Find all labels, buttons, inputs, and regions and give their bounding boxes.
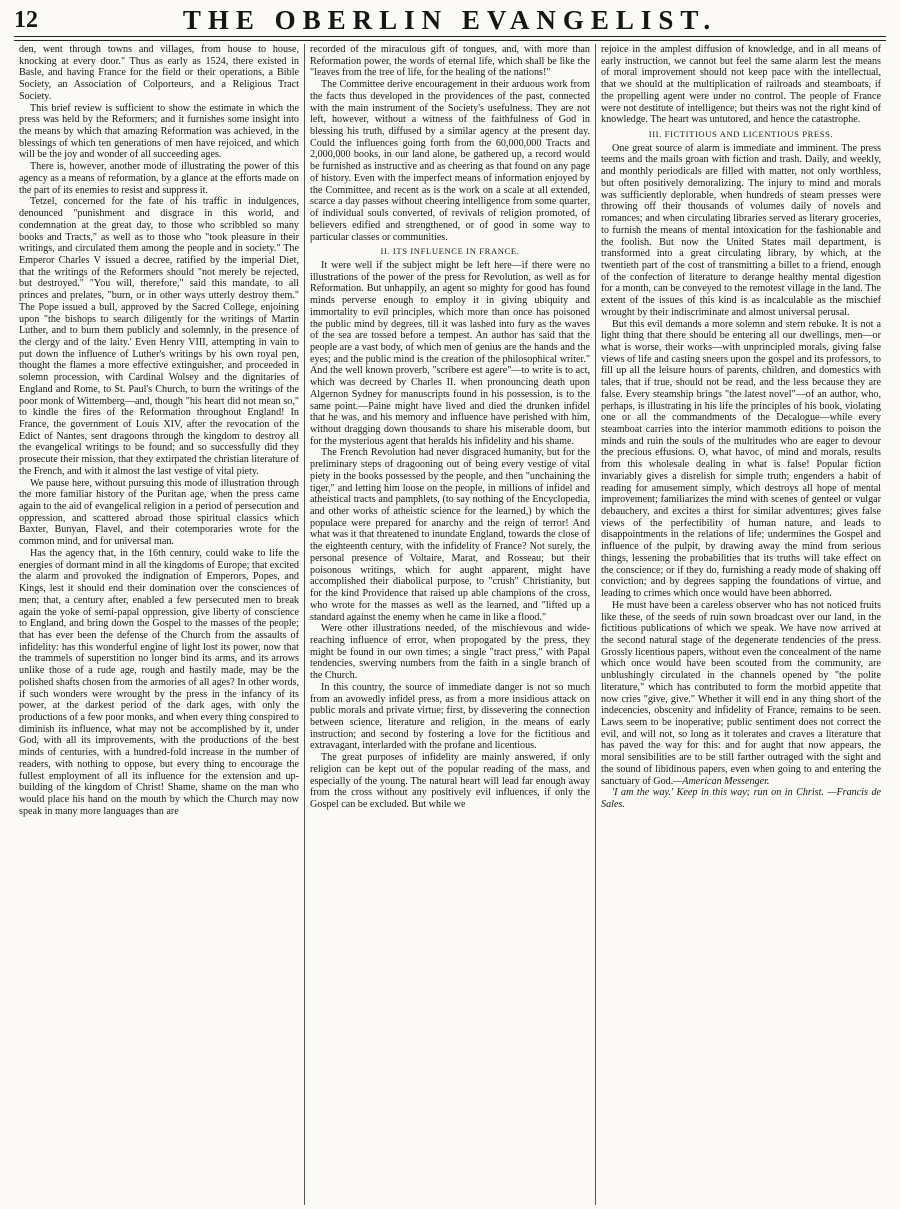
paragraph: It were well if the subject might be left here—if there were no illustrations of the power of the press for Revolution, as well as for Reformation. But unhappily, an agent so mighty for good has found minds perverse enough to employ it in giving ubiquity and immortality to evil principles, which more than once has poisoned the public mind by degrees, till it was lashed into fury as the waves of the sea are tossed before a tempest. An author has said that the people are a vast body, of which men of genius are the hands and the eyes; and the public mind is the creation of the philosophical writer." And the well known proverb, "scribere est agere"—to write is to act, which was decreed by Charles II. when pronouncing death upon Algernon Sydney for manuscripts found in his possession, is to the same point.—Paine might have lived and died the drunken infidel that he was, and his memory and influence have perished with him, without dragging down thousands to share his miserable doom, but for the mysterious agent that heralds his infidelity and his shame. xyxy=(310,259,590,447)
header-rule xyxy=(14,36,886,41)
paragraph: The French Revolution had never disgraced humanity, but for the preliminary steps of dragooning out of being every vestige of vital piety in the books possessed by the people, and then "unchaining the tiger," and letting him loose on the people, in millions of infidel and atheistical tracts and pamphlets, (to say nothing of the Encyclopedia, and other works of atheistic science for the learned,) by which the populace were prepared for anarchy and the reign of terror! And what was it that threatened to inundate England, towards the close of the eighteenth century, with the infidelity of France? Not surely, the personal presence of Voltaire, Marat, and Rosseau; but their poisonous writings, which for aught apparent, might have accomplished their diabolical purpose, to "crush" Christianity, but for the kind Providence that raised up able champions of the cross, who wrote for the masses as well as the learned, and "lifted up a standard against the enemy when he came in like a flood." xyxy=(310,447,590,623)
paragraph xyxy=(601,600,881,788)
paragraph: But this evil demands a more solemn and stern rebuke. It is not a light thing that there should be entering all our dwellings, men—or what is worse, their works—with unprincipled morals, giving false views of life and casting sneers upon the gospel and its professors, to fill up all the leisure hours of parents, children, and domestics with tales, that if true, should not be read, and the less because they are false. Every steamship brings "the latest novel"—of an author, who, perhaps, is illustrating in his life the principles of his book, violating one or all the commandments of the Decalogue—while every steamboat carries into the interior mammoth editions to poison the minds and ruin the souls of the multitudes who are eager to devour the precious effusions. O, what havoc, of mind and morals, results from this wholesale dealing in what is false! Popular fiction invariably gives a disrelish for simple truth; engenders a habit of reading for amusement simply, which destroys all hope of mental improvement; familiarizes the mind with scenes of genteel or vulgar debauchery, and excites a thirst for similar adventures; gives false views of the perfectibility of human nature, and leads to disappointments in the relations of life; undermines the Gospel and influence of the pulpit, by drawing away the mind from serious things, lessening the probabilities that its truths will take effect on the conscience; or if they do, furnishing a ready mode of shaking off conviction; and by degrees sapping the foundations of virtue, and leading to crimes which once would have been abhorred. xyxy=(601,318,881,600)
section-heading: II. ITS INFLUENCE IN FRANCE. xyxy=(380,246,520,257)
paragraph: recorded of the miraculous gift of tongues, and, with more than Reformation power, the words of eternal life, which shall be like the "leaves from the tree of life, for the healing of the nations!" xyxy=(310,44,590,79)
paragraph: Has the agency that, in the 16th century, could wake to life the energies of dormant mind in all the kingdoms of Europe; that excited the alarm and provoked the indignation of Emperors, Popes, and Kings, lest it should end their domination over the consciences of men; that, a century after, enabled a few persecuted men to break again the yoke of semi-papal oppression, give liberty of conscience to England, and bring down the Gospel to the masses of the people; that has ever been the defense of the Church from the assaults of infidelity: has this wonderful engine of light lost its power, now that the trammels of superstition no longer bind its arms, and its arrows unlike those of a rude age, rough and hastily made, may be the polished shafts chosen from the armories of all ages? In other words, if such wonders were wrought by the press in the infancy of its power, at the darkest period of the dark ages, with only the productions of a few poor monks, and when every thing conspired to diminish its influence, what may not be accomplished by it, under God, with all its improvements, with the productions of the best minds of centuries, with a hundred-fold increase in the number of readers, with nothing to oppose, but every thing to encourage the fullest employment of all its influence for the extension and up-building of the kingdom of Christ! Shame, shame on the man who would place his hand on the mouth by which the Church may now speak in many more languages than are xyxy=(19,547,299,817)
paragraph: den, went through towns and villages, from house to house, knocking at every door." Thus as early as 1524, there existed in Basle, and having France for the field or their operations, a Bible Society, an Association of Colporteurs, and a Religious Tract Society. xyxy=(19,44,299,102)
newspaper-title: THE OBERLIN EVANGELIST. xyxy=(182,4,718,35)
paragraph: Were other illustrations needed, of the mischievous and wide-reaching influence of error, when propogated by the press, they might be found in our own times; a single "tract press," with Papal tendencies, swerving numbers from the faith in a single branch of the Church. xyxy=(310,623,590,682)
paragraph: The Committee derive encouragement in their arduous work from the facts thus developed in the providences of the past, connected with the main instrument of the Society's usefulness. They are not left, however, without a witness of the faithfulness of God in blessing his truth, diffused by a similar agency at the present day. Could the influences going forth from the 60,000,000 Tracts and 2,000,000 books, in our land alone, be gathered up, a record would be furnished as instructive and as cheering as that found on any page of history. Even with the imperfect means of information enjoyed by the Committee, and recent as is the work on a scale at all extended, scarce a day passes without cheering intelligence from some quarter, of individual souls converted, of revivals of religion promoted, of believers edified and strengthened, or of good in some way to particular classes or communities. xyxy=(310,79,590,243)
paragraph: There is, however, another mode of illustrating the power of this agency as a means of reformation, by a glance at the efforts made on the part of its enemies to resist and suppress it. xyxy=(19,161,299,196)
paragraph: We pause here, without pursuing this mode of illustration through the more familiar history of the Puritan age, when the press came again to the aid of evangelical religion in a period of persecution and oppression, and scattered abroad those spiritual classics which Baxter, Bunyan, Flavel, and their cotemporaries wrote for the common mind, and for universal man. xyxy=(19,477,299,548)
paragraph: One great source of alarm is immediate and imminent. The press teems and the mails groan with fiction and trash. Daily, and weekly, and monthly periodicals are filled with matter, not only worthless, but often positively demoralizing. The injury to mind and morals was sufficiently deplorable, when hundreds of steam presses were throwing off their thousands of volumes daily of novels and romances; and when circulating libraries served as literary groceries, to furnish the means of mental intoxication for the fashionable and the foolish. But now the United States mail department, is transformed into a great circulating library, by which, at the twentieth part of the cost of transmitting a billet to a friend, enough of the confection of literature to derange healthy mental digestion for a month, can be conveyed to the remotest village in the land. The extent of the issues of this kind is as incalculable as the mischief wrought by their indiscriminate and almost universal perusal. xyxy=(601,142,881,318)
paragraph-text: He must have been a careless observer who has not noticed fruits like these, of the seeds of ruin sown broadcast over our land, in the fictitious publications of which we speak. We have now arrived at the second natural stage of the degenerate tendencies of the press. Grossly licentious papers, without even the concealment of the name which once would have been scouted from the community, are unblushingly circulated in the channels opened by "the polite literature," which has contributed to form the morbid appetite that now cries "give, give." Whether it will end in any thing short of the indecencies, obscenity and infidelity of France, remains to be seen. Laws seem to be inoperative; public sentiment does not correct the evil, and will not, so long as it tolerates and craves a literature that has paved the way for this: and for aught that now appears, the moral sensibilities are to be still farther outraged with the sight and the sound of libidinous papers, even when going to and entering the sanctuary of God. xyxy=(601,599,881,787)
source-credit: —American Messenger. xyxy=(673,775,770,787)
column-1 xyxy=(14,44,304,1205)
column-3 xyxy=(595,44,886,1205)
paragraph: This brief review is sufficient to show the estimate in which the press was held by the Reformers; and it furnishes some insight into the means by which that amazing Reformation was achieved, in the blessings of which ten generations of men have rejoiced, and which will be the joy and wonder of all succeeding ages. xyxy=(19,102,299,161)
paragraph: The great purposes of infidelity are mainly answered, if only religion can be kept out of the popular reading of the mass, and especially of the young. The natural heart will lead far enough away from the cross without any positively evil influences, if only the Gospel can be excluded. But while we xyxy=(310,752,590,810)
section-heading: III. FICTITIOUS AND LICENTIOUS PRESS. xyxy=(648,129,834,140)
quote-text: 'I am the way.' Keep in this way; run on in Christ. xyxy=(612,787,824,799)
paragraph: In this country, the source of immediate danger is not so much from an avowedly infidel press, as from a more insidious attack on public morals and private virtue; first, by dissevering the connection between science, literature and religion, in the means of early instruction; and second by fostering a love for the fictitious and extravagant, interlarded with the profane and licentious. xyxy=(310,681,590,752)
page-number: 12 xyxy=(14,6,38,33)
paragraph: rejoice in the amplest diffusion of knowledge, and in all means of early instruction, we cannot but feel the same alarm lest the means of moral improvement should not keep pace with the intellectual, that we should at the multiplication of railroads and steamboats, if the propelling agent were under no control. The people of France were not destitute of intelligence; but theirs was not the right kind of knowledge. The heart was untutored, and hence the catastrophe. xyxy=(601,44,881,126)
masthead xyxy=(14,4,886,36)
article-columns xyxy=(14,44,886,1205)
column-2 xyxy=(304,44,595,1205)
closing-quote xyxy=(601,787,881,810)
paragraph: Tetzel, concerned for the fate of his traffic in indulgences, denounced "punishment and disgrace in this world, and condemnation at the great day, to those who scribbled so many books and Tracts," as well as to those who "took pleasure in their writings, and circulated them among the people and in society." The Emperor Charles V issued a decree, ratified by the imperial Diet, that the writings of the Reformers should "not merely be rejected, but destroyed." "You will, therefore," said this mandate, to all princes and prelates, "burn, or in other ways utterly destroy them." The Pope issued a bull, approved by the Sacred College, enjoining upon "the bishops to search diligently for the writings of Martin Luther, and to burn them publicly and solemnly, in the presence of the clergy and of the laity.' Even Henry VIII, attempting in vain to put down the influence of Luther's writings by his own royal pen, thought the flames a more effective extinguisher, and proceeded in solemn procession, with Cardinal Wolsey and the dignitaries of England and Rome, to St. Paul's Church, to burn the writings of the poor monk of Wittemberg—and, though "his heart did not mean so," to kindle the fires of the Reformation throughout England! In France, the government of Louis XIV, after the revocation of the Edict of Nantes, sent dragoons through the kingdom to destroy all the evangelical writings to be found; and so successfully did they prosecute their mission, that they extirpated the christian literature of the French, and with it almost the last vestige of vital piety. xyxy=(19,196,299,477)
quote-attribution: —Francis de Sales. xyxy=(601,787,881,810)
